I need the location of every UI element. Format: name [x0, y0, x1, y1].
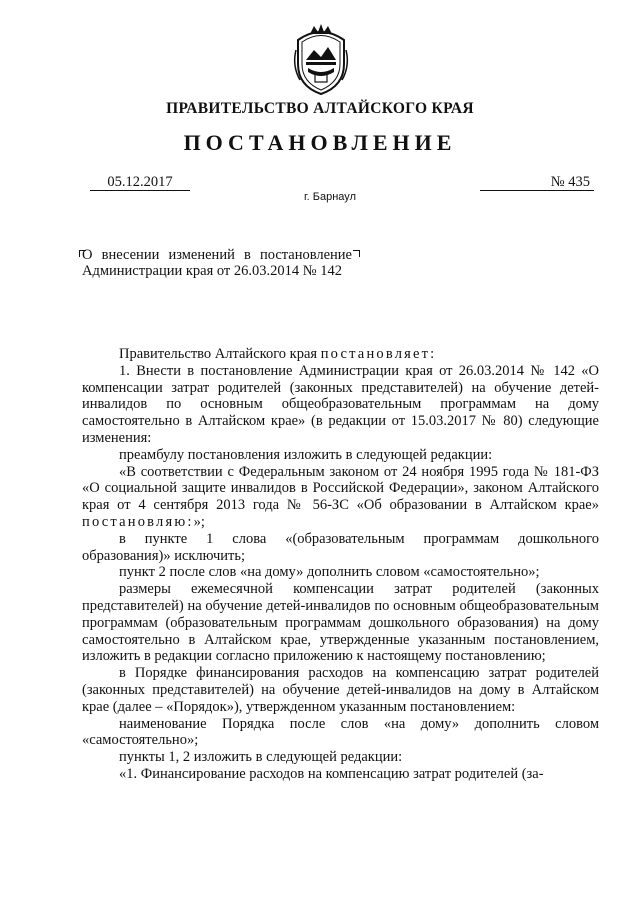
document-type: ПОСТАНОВЛЕНИЕ	[183, 130, 457, 155]
spaced-word-decrees: постановляет:	[320, 346, 437, 362]
document-body	[82, 346, 599, 783]
government-name: ПРАВИТЕЛЬСТВО АЛТАЙСКОГО КРАЯ	[166, 100, 474, 117]
body-paragraph: пункт 2 после слов «на дому» дополнить словом «самостоятельно»;	[119, 564, 540, 581]
spaced-word-decree: постановляю:	[82, 513, 194, 530]
coat-of-arms-icon	[290, 20, 352, 98]
document-number: № 435	[480, 174, 594, 191]
document-subject: О внесении изменений в постановление Администрации края от 26.03.2014 № 142	[82, 247, 352, 279]
body-paragraph: размеры ежемесячной компенсации затрат родителей (законных представителей) на обучение детей-инвалидов по основным общеобразовательным программам (образовательным программам дошкольного образования) на дому самостоятельно в Алтайском крае, утвержденные указанным постановлением, изложить в редакции согласно приложению к настоящему постановлению;	[82, 581, 599, 665]
subject-bracket-right	[353, 250, 360, 257]
body-paragraph: в Порядке финансирования расходов на компенсацию затрат родителей (законных представителей) на обучение детей-инвалидов на дому в Алтайском крае (далее – «Порядок»), утвержденном указанным постановлением:	[82, 665, 599, 715]
body-paragraph: преамбулу постановления изложить в следующей редакции:	[119, 446, 493, 463]
document-date: 05.12.2017	[90, 174, 190, 191]
body-paragraph: «1. Финансирование расходов на компенсацию затрат родителей (за-	[119, 765, 544, 782]
body-paragraph: 1. Внести в постановление Администрации края от 26.03.2014 № 142 «О компенсации затрат родителей (законных представителей) на обучение детей-инвалидов по основным общеобразовательным программам на дому самостоятельно в Алтайском крае» (в редакции от 15.03.2017 № 80) следующие изменения:	[82, 362, 599, 446]
body-paragraph: пункты 1, 2 изложить в следующей редакции:	[119, 749, 403, 766]
body-paragraph-preamble: Правительство Алтайского края постановляет:	[119, 346, 437, 362]
body-paragraph-quote: «В соответствии с Федеральным законом от 24 ноября 1995 года № 181-ФЗ «О социальной защите инвалидов в Российской Федерации», законом Алтайского края от 4 сентября 2013 года № 56-ЗС «Об образовании в Алтайском крае» постановляю:»;	[82, 463, 599, 530]
body-paragraph: наименование Порядка после слов «на дому» дополнить словом «самостоятельно»;	[82, 715, 599, 749]
document-city: г. Барнаул	[304, 191, 356, 203]
body-paragraph: в пункте 1 слова «(образовательным программам дошкольного образования)» исключить;	[82, 530, 599, 564]
